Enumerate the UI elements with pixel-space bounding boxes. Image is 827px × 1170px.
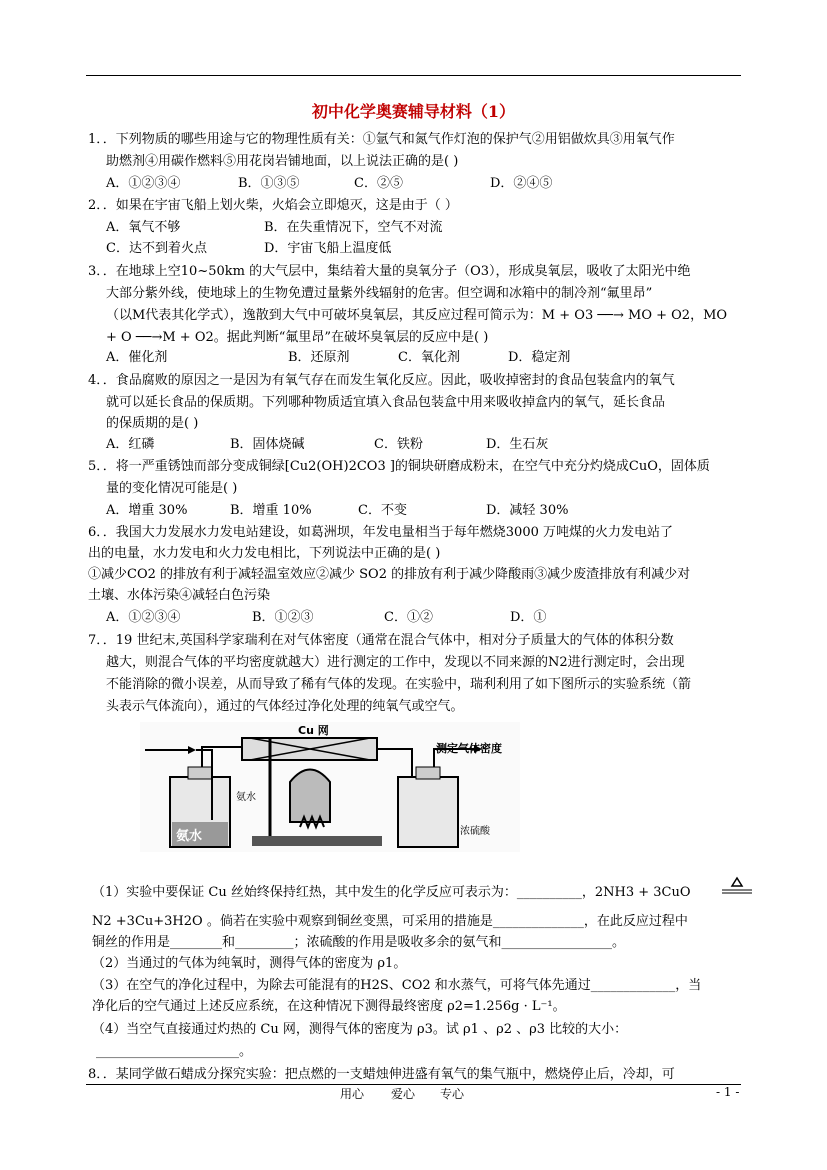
q1-options — [106, 175, 552, 193]
fig-label-measure: 测定气体密度 — [436, 742, 502, 755]
q4-option-d: D．生石灰 — [486, 437, 549, 452]
q8-line1: 8．．某同学做石蜡成分探究实验：把点燃的一支蜡烛伸进盛有氧气的集气瓶中，燃烧停止后，冷却，可 — [88, 1067, 675, 1082]
q2-options-row2 — [106, 240, 391, 258]
q4-option-b: B．固体烧碱 — [230, 437, 305, 452]
q2-line1: 2．．如果在宇宙飞船上划火柴，火焰会立即熄灭，这是由于（ ） — [88, 198, 458, 213]
q1-line2: 助燃剂④用碳作燃料⑤用花岗岩铺地面，以上说法正确的是( ) — [106, 154, 459, 169]
page-number: - 1 - — [716, 1085, 740, 1099]
q3-options — [106, 349, 570, 367]
q6-line2: 出的电量，水力发电和火力发电相比，下列说法中正确的是( ) — [88, 546, 441, 561]
q4-line1: 4．．食品腐败的原因之一是因为有氧气存在而发生氧化反应。因此，吸收掉密封的食品包装盒内的氧气 — [88, 373, 675, 388]
q5-option-a: A．增重 30% — [106, 503, 188, 518]
fig-label-acid: 浓硫酸 — [460, 826, 490, 837]
q1-line1: 1．．下列物质的哪些用途与它的物理性质有关：①氩气和氮气作灯泡的保护气②用铝做炊具③用氧气作 — [88, 132, 675, 147]
q4-options — [106, 436, 548, 454]
q6-option-d: D．① — [510, 610, 547, 625]
q2-option-d: D．宇宙飞船上温度低 — [264, 241, 392, 256]
q3-line1: 3．．在地球上空10~50km 的大气层中，集结着大量的臭氧分子（O3），形成臭氧层，吸收了太阳光中绝 — [88, 264, 691, 279]
q1-option-d: D．②④⑤ — [490, 176, 553, 191]
q2-option-c: C．达不到着火点 — [106, 241, 207, 256]
fig-label-cu: Cu 网 — [298, 724, 329, 737]
q7-part1-line2: N2 +3Cu+3H2O 。倘若在实验中观察到铜丝变黑，可采用的措施是______________，在此反应过程中 — [92, 914, 688, 929]
q5-line1: 5．．将一严重锈蚀而部分变成铜绿[Cu2(OH)2CO3 ]的铜块研磨成粉末，在空气中充分灼烧成CuO，固体质 — [88, 459, 710, 474]
footer-left: 用心 — [340, 1087, 365, 1101]
q1-option-c: C．②⑤ — [354, 176, 403, 191]
heat-condition-mark — [720, 876, 754, 896]
q7-part4-line2: ______________________。 — [96, 1044, 253, 1059]
q7-line1: 7．．19 世纪末,英国科学家瑞利在对气体密度（通常在混合气体中，相对分子质量大的气体的体积分数 — [88, 633, 674, 648]
q3-line3: （以M代表其化学式），逸散到大气中可破坏臭氧层，其反应过程可简示为：M + O3 ──→ MO + O2，MO — [106, 308, 728, 323]
q7-part1-line1: （1）实验中要保证 Cu 丝始终保持红热，其中发生的化学反应可表示为：__________，2NH3 + 3CuO — [92, 885, 691, 900]
q5-options — [106, 502, 568, 520]
q4-option-c: C．铁粉 — [374, 437, 423, 452]
page-title: 初中化学奥赛辅导材料（1） — [311, 102, 516, 121]
q5-option-c: C．不变 — [358, 503, 407, 518]
q3-option-d: D．稳定剂 — [508, 350, 571, 365]
q7-part4-line1: （4）当空气直接通过灼热的 Cu 网，测得气体的密度为 ρ3。试 ρ1 、ρ2 、ρ3 比较的大小： — [92, 1022, 628, 1037]
fig-label-ammonia: 氨水 — [236, 792, 256, 803]
footer-mid: 爱心 — [391, 1087, 416, 1101]
q2-option-a: A．氧气不够 — [106, 220, 181, 235]
q7-part3-line1: （3）在空气的净化过程中，为除去可能混有的H2S、CO2 和水蒸气，可将气体先通过_____________，当 — [92, 978, 702, 993]
q6-option-b: B．①②③ — [252, 610, 314, 625]
apparatus-figure — [140, 722, 520, 852]
q1-option-a: A．①②③④ — [106, 176, 181, 191]
fig-label-left-bottle: 氨水 — [176, 829, 203, 844]
q7-part2: （2）当通过的气体为纯氧时，测得气体的密度为 ρ1。 — [92, 956, 407, 971]
footer-right: 专心 — [440, 1087, 465, 1101]
q7-part3-line2: 净化后的空气通过上述反应系统，在这种情况下测得最终密度 ρ2=1.256g · L⁻¹。 — [92, 999, 566, 1014]
q7-line2: 越大，则混合气体的平均密度就越大）进行测定的工作中，发现以不同来源的N2进行测定时，会出现 — [106, 655, 685, 670]
q6-option-a: A．①②③④ — [106, 610, 181, 625]
q5-option-d: D．减轻 30% — [486, 503, 569, 518]
q7-part1-line3: 铜丝的作用是________和_________；浓硫酸的作用是吸收多余的氨气和_________________。 — [92, 935, 626, 950]
q7-line4: 头表示气体流向），通过的气体经过净化处理的纯氧气或空气。 — [106, 699, 464, 714]
q4-line3: 的保质期的是( ) — [106, 416, 199, 431]
q1-option-b: B．①③⑤ — [238, 176, 300, 191]
q3-line4: + O ──→M + O2。据此判断“氟里昂”在破坏臭氧层的反应中是( ) — [106, 330, 489, 345]
q2-option-b: B．在失重情况下，空气不对流 — [264, 220, 443, 235]
q6-line1: 6．．我国大力发展水力发电站建设，如葛洲坝，年发电量相当于每年燃烧3000 万吨煤的火力发电站了 — [88, 525, 673, 540]
q3-option-b: B．还原剂 — [288, 350, 350, 365]
q3-option-c: C．氧化剂 — [398, 350, 460, 365]
q5-line2: 量的变化情况可能是( ) — [106, 481, 238, 496]
top-rule — [86, 75, 741, 76]
q5-option-b: B．增重 10% — [230, 503, 312, 518]
q3-option-a: A．催化剂 — [106, 350, 168, 365]
q6-line4: 土壤、水体污染④减轻白色污染 — [88, 588, 271, 603]
q2-options-row1 — [106, 219, 443, 237]
q4-option-a: A．红磷 — [106, 437, 155, 452]
q7-line3: 不能消除的微小误差，从而导致了稀有气体的发现。在实验中，瑞利利用了如下图所示的实验系统（箭 — [106, 677, 692, 692]
q6-line3: ①减少CO2 的排放有利于减轻温室效应②减少 SO2 的排放有利于减少降酸雨③减少废渣排放有利减少对 — [88, 567, 691, 582]
q3-line2: 大部分紫外线，使地球上的生物免遭过量紫外线辐射的危害。但空调和冰箱中的制冷剂“氟里昂” — [106, 286, 653, 301]
q6-options — [106, 609, 546, 627]
q6-option-c: C．①② — [384, 610, 433, 625]
q4-line2: 就可以延长食品的保质期。下列哪种物质适宜填入食品包装盒中用来吸收掉盒内的氧气，延长食品 — [106, 395, 666, 410]
